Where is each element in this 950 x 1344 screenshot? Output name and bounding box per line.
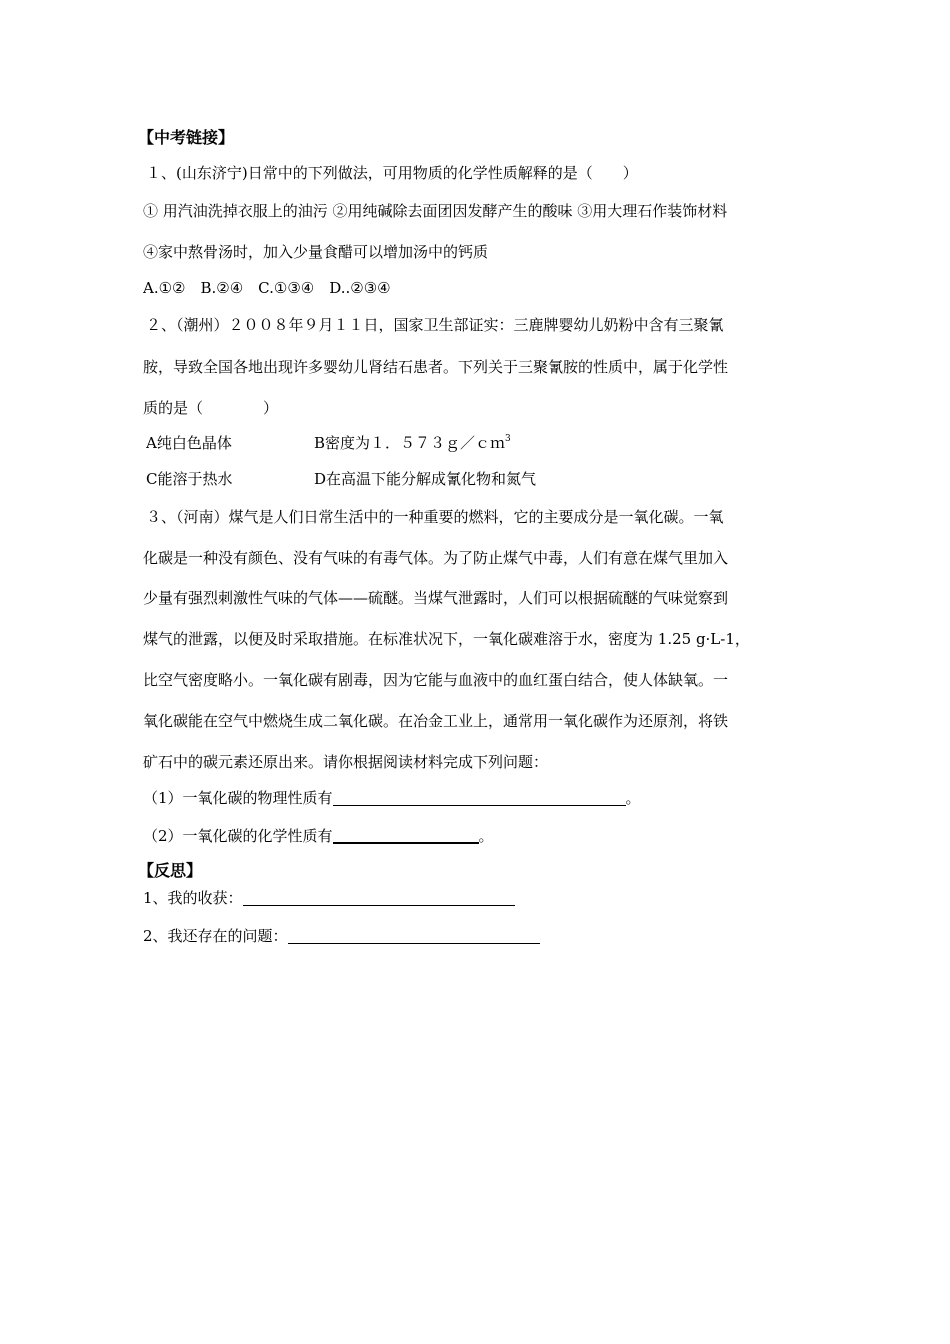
section-heading-reflection: 【反思】 [138, 861, 203, 880]
q3-sub2-label: （2）一氧化碳的化学性质有 [143, 827, 333, 845]
q3-line: ３、（河南）煤气是人们日常生活中的一种重要的燃料，它的主要成分是一氧化碳。一氧 [146, 508, 724, 526]
q2-options-row2 [146, 469, 808, 489]
q2-option-b: B密度为１．５７３ｇ／ｃｍ$^3$ [314, 434, 511, 452]
q3-line: 少量有强烈刺激性气味的气体——硫醚。当煤气泄露时，人们可以根据硫醚的气味觉察到 [143, 589, 729, 607]
q3-line: 氧化碳能在空气中燃烧生成二氧化碳。在冶金工业上，通常用一氧化碳作为还原剂，将铁 [143, 712, 729, 730]
q3-line: 矿石中的碳元素还原出来。请你根据阅读材料完成下列问题： [143, 753, 549, 771]
q3-sub1-label: （1）一氧化碳的物理性质有 [143, 789, 333, 807]
q1-items-line1: ① 用汽油洗掉衣服上的油污 ②用纯碱除去面团因发酵产生的酸味 ③用大理石作装饰材料 [143, 202, 728, 220]
q3-line: 煤气的泄露，以便及时采取措施。在标准状况下，一氧化碳难溶于水，密度为 1.25 g·L-1， [143, 630, 750, 648]
q1-stem: １、(山东济宁)日常中的下列做法，可用物质的化学性质解释的是（ ） [146, 164, 638, 182]
q3-sub1: （1）一氧化碳的物理性质有 。 [143, 789, 641, 807]
q3-line: 化碳是一种没有颜色、没有气味的有毒气体。为了防止煤气中毒，人们有意在煤气里加入 [143, 549, 729, 567]
superscript-3: 3 [505, 434, 511, 444]
q1-items-line2: ④家中熬骨汤时，加入少量食醋可以增加汤中的钙质 [143, 243, 489, 261]
q2-options-row1 [146, 433, 808, 453]
q2-line3: 质的是（ ） [143, 399, 279, 417]
section-heading-exam-link: 【中考链接】 [138, 128, 235, 147]
q3-sub2: （2）一氧化碳的化学性质有 。 [143, 827, 494, 845]
q1-options: A.①② B.②④ C.①③④ D..②③④ [143, 279, 391, 297]
answer-blank-gains[interactable] [243, 889, 515, 906]
q2-option-a: A纯白色晶体 [146, 434, 232, 452]
q2-option-c: C能溶于热水 [146, 470, 233, 488]
reflection-item-gains: 1、我的收获： [143, 888, 805, 908]
answer-blank-problems[interactable] [288, 927, 540, 944]
q3-line: 比空气密度略小。一氧化碳有剧毒，因为它能与血液中的血红蛋白结合，使人体缺氧。一 [143, 671, 729, 689]
q2-line1: ２、（潮州）２００８年９月１１日，国家卫生部证实：三鹿牌婴幼儿奶粉中含有三聚氰 [146, 316, 724, 334]
reflection-item-problems: 2、我还存在的问题： [143, 926, 805, 946]
q2-line2: 胺，导致全国各地出现许多婴幼儿肾结石患者。下列关于三聚氰胺的性质中，属于化学性 [143, 358, 729, 376]
answer-blank-physical[interactable] [333, 789, 626, 806]
q2-option-d: D在高温下能分解成氰化物和氮气 [314, 470, 537, 488]
answer-blank-chemical[interactable] [333, 826, 479, 844]
